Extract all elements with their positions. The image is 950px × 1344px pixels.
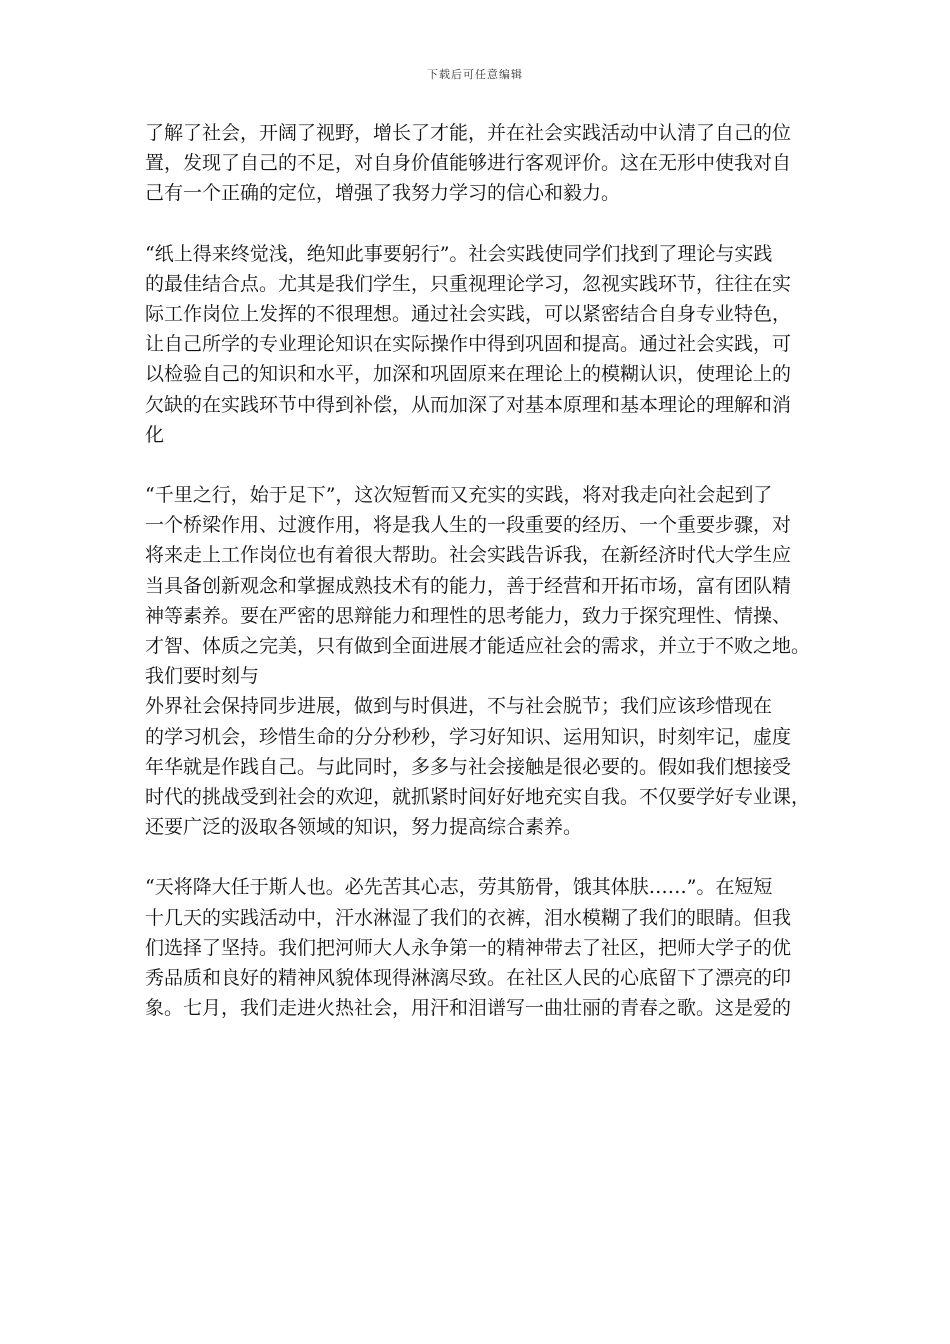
document-body — [145, 118, 810, 1023]
paragraph-gap — [145, 209, 810, 239]
paragraph-gap — [145, 842, 810, 872]
page-header-note: 下载后可任意编辑 — [427, 68, 523, 81]
paragraph-1: 了解了社会，开阔了视野，增长了才能，并在社会实践活动中认清了自己的位 置，发现了自己的不足，对自身价值能够进行客观评价。这在无形中使我对自 己有一个正确的定位，增强了我努力学习的信心和毅力。 — [145, 122, 792, 205]
paragraph-4: “天将降大任于斯人也。必先苦其心志，劳其筋骨，饿其体肤……”。在短短 十几天的实践活动中，汗水淋湿了我们的衣裤，泪水模糊了我们的眼睛。但我 们选择了坚持。我们把河师大人永争第一的精神带去了社区，把师大学子的优 秀品质和良好的精神风貌体现得淋漓尽致。在社区人民的心底留下了漂亮的印 象。七月，我们走进火热社会，用汗和泪谱写一曲壮丽的青春之歌。这是爱的 — [145, 876, 792, 1020]
paragraph-gap — [145, 450, 810, 480]
paragraph-3: “千里之行，始于足下”，这次短暂而又充实的实践，将对我走向社会起到了 一个桥梁作用、过渡作用，将是我人生的一段重要的经历、一个重要步骤，对 将来走上工作岗位也有着很大帮助。社会实践告诉我，在新经济时代大学生应 当具备创新观念和掌握成熟技术有的能力，善于经营和开拓市场，富有团队精 神等素养。要在严密的思辩能力和理性的思考能力，致力于探究理性、情操、 才智、体质之完美，只有做到全面进展才能适应社会的需求，并立于不败之地。 我们要时刻与 外界社会保持同步进展，做到与时俱进，不与社会脱节；我们应该珍惜现在 的学习机会，珍惜生命的分分秒秒，学习好知识、运用知识，时刻牢记，虚度 年华就是作践自己。与此同时，多多与社会接触是很必要的。假如我们想接受 时代的挑战受到社会的欢迎，就抓紧时间好好地充实自我。不仅要学好专业课， 还要广泛的汲取各领域的知识，努力提高综合素养。 — [145, 484, 811, 839]
paragraph-2: “纸上得来终觉浅，绝知此事要躬行”。社会实践使同学们找到了理论与实践 的最佳结合点。尤其是我们学生，只重视理论学习，忽视实践环节，往往在实 际工作岗位上发挥的不很理想。通过社会实践，可以紧密结合自身专业特色， 让自己所学的专业理论知识在实际操作中得到巩固和提高。通过社会实践，可 以检验自己的知识和水平，加深和巩固原来在理论上的模糊认识，使理论上的 欠缺的在实践环节中得到补偿，从而加深了对基本原理和基本理论的理解和消 化 — [145, 242, 792, 446]
